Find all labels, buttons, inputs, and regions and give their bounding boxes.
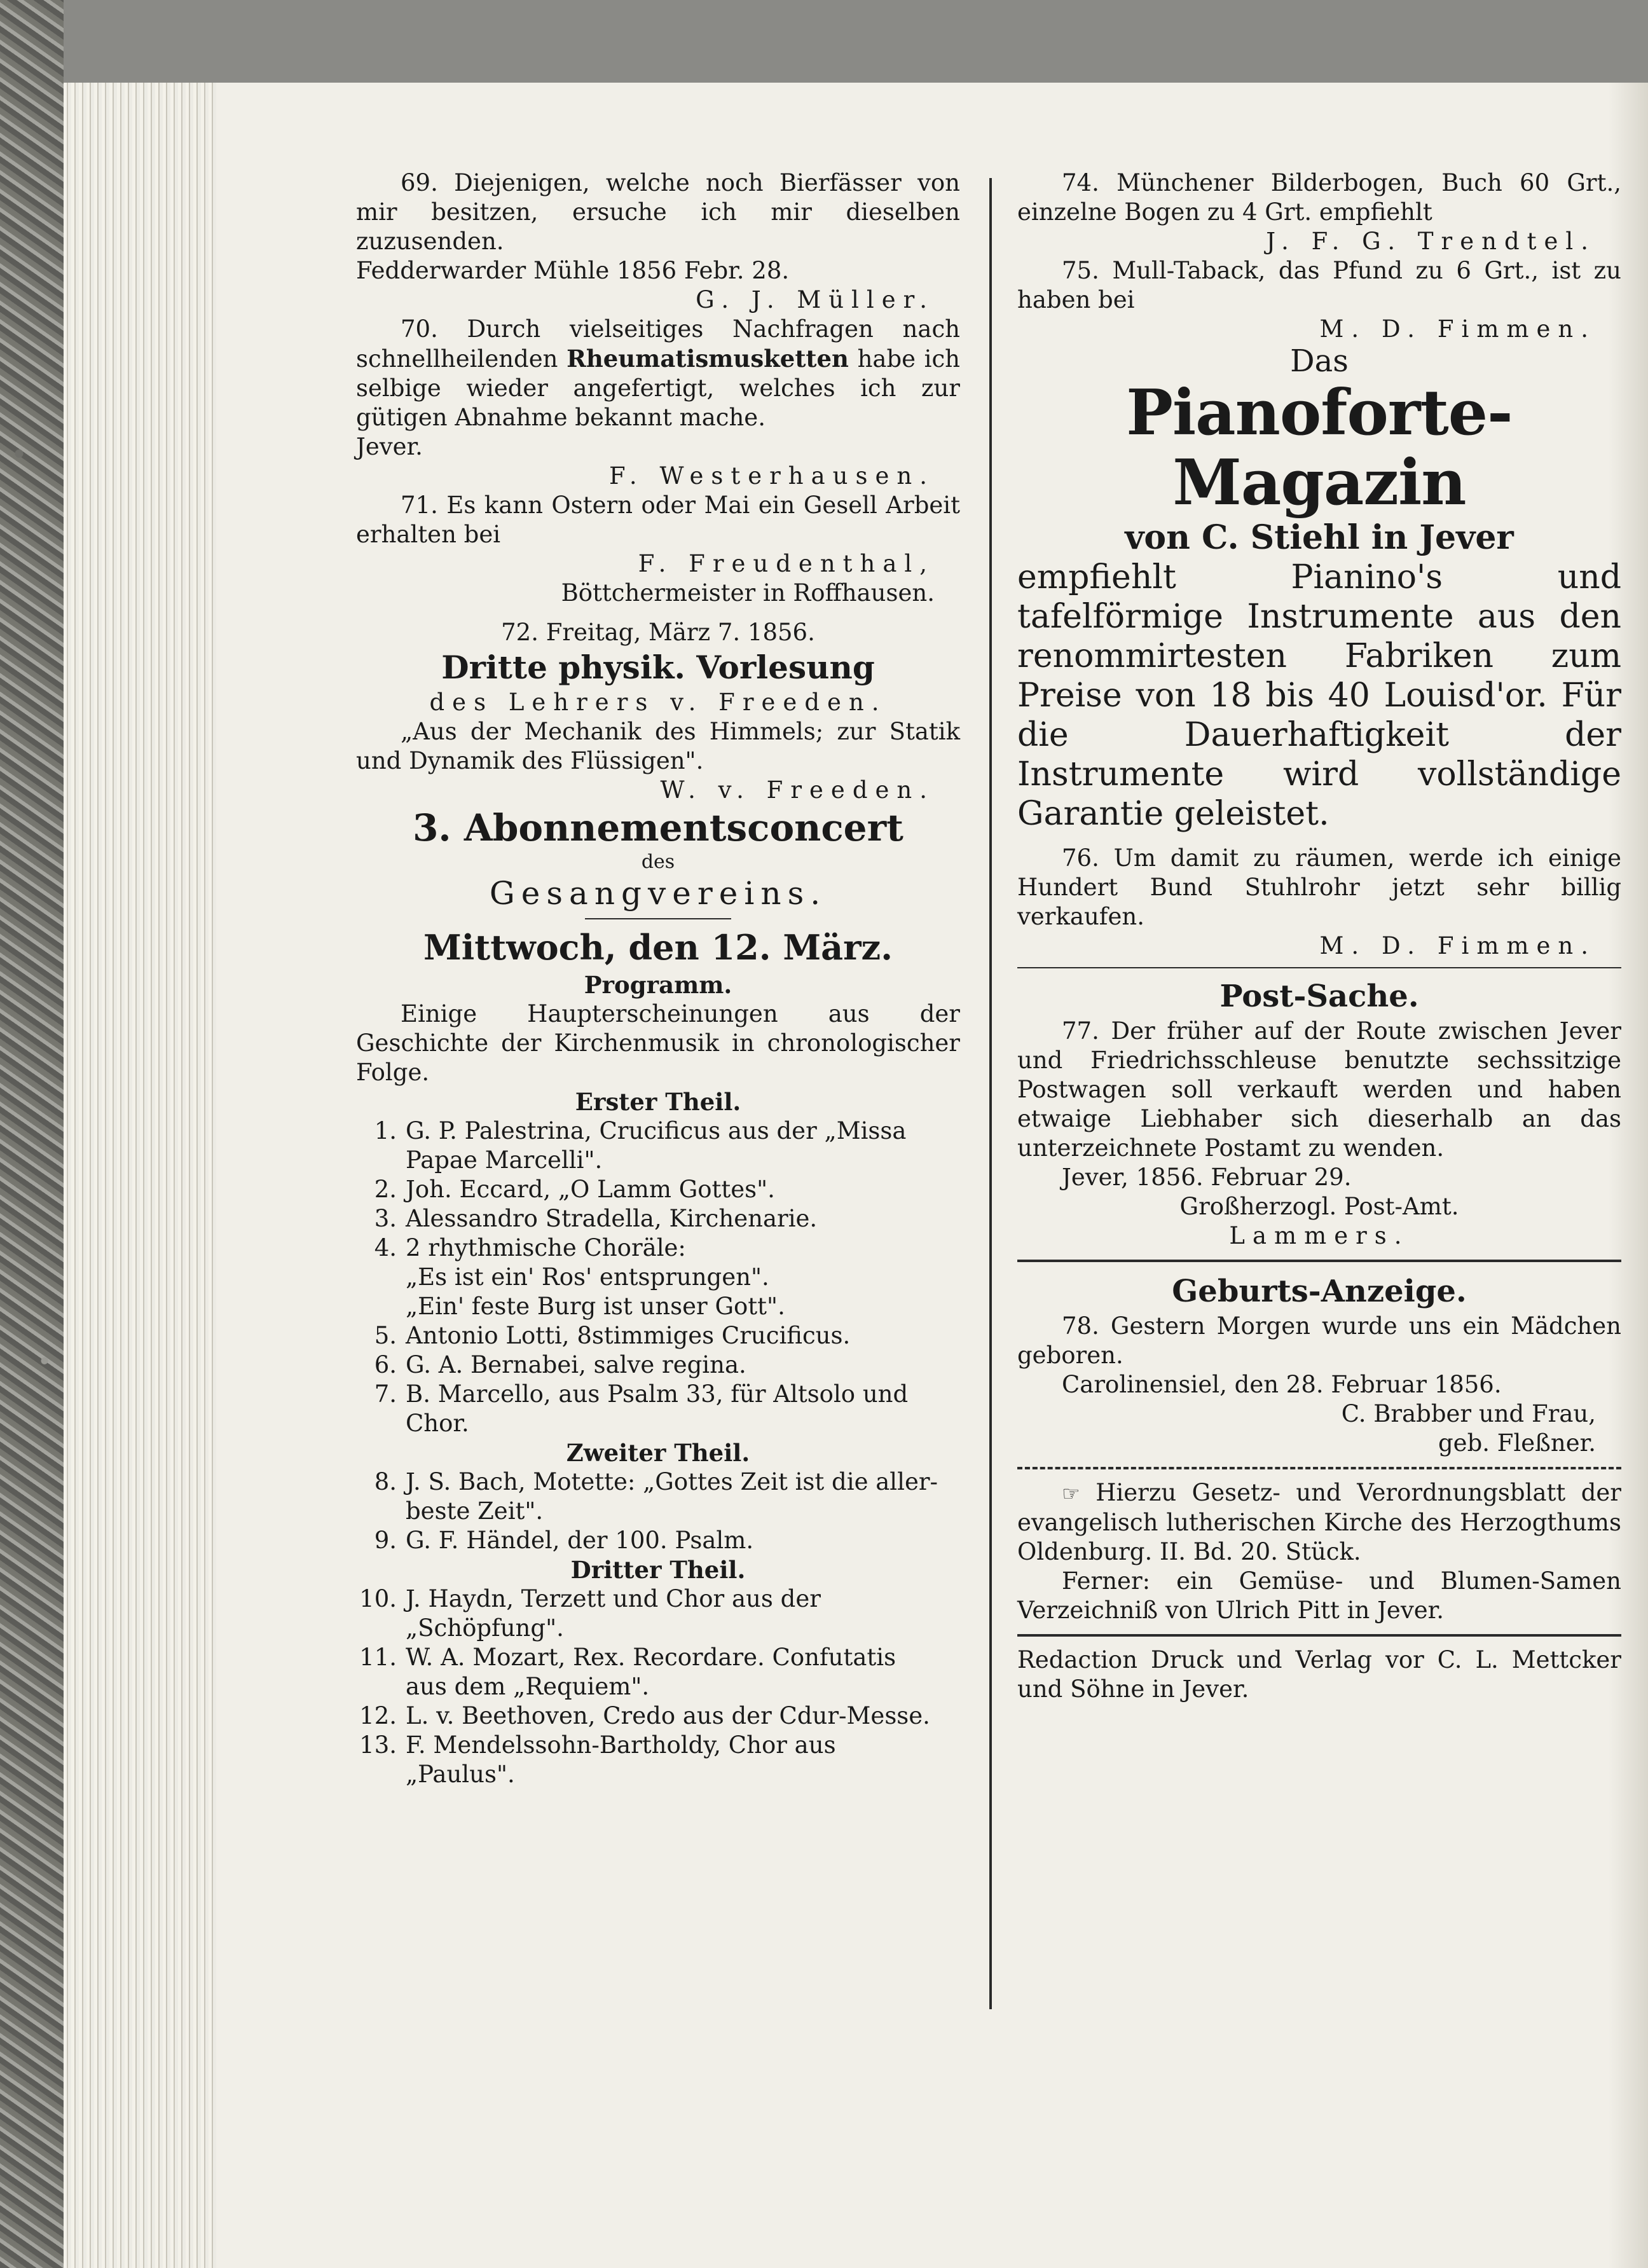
piano-ad xyxy=(1017,344,1621,834)
ad-72-sign: W. v. Freeden. xyxy=(660,776,935,804)
post-date: Jever, 1856. Februar 29. xyxy=(1062,1164,1352,1191)
post-title: Post-Sache. xyxy=(1219,979,1419,1014)
program-item: 1. G. P. Palestrina, Crucificus aus der „Missa xyxy=(374,1117,907,1144)
program-item: 3. Alessandro Stradella, Kirchenarie. xyxy=(374,1205,818,1232)
rule xyxy=(1017,967,1621,968)
concert-date: Mittwoch, den 12. März. xyxy=(423,927,893,968)
imprint: Redaction Druck und Verlag vor C. L. Mettcker und Söhne in Jever. xyxy=(1017,1646,1621,1703)
ad-69-text: 69. Diejenigen, welche noch Bierfässer von mir besitzen, ersuche ich mir dieselben zuzusenden. xyxy=(356,169,960,255)
part1-list xyxy=(356,1117,960,1438)
piano-von: von C. Stiehl in Jever xyxy=(1125,518,1514,557)
post-notice xyxy=(1017,976,1621,1251)
ad-70-product: Rheumatismusketten xyxy=(566,345,849,373)
post-office: Großherzogl. Post-Amt. xyxy=(1179,1193,1459,1220)
concert-intro: Einige Haupterscheinungen aus der Geschichte der Kirchenmusik in chronologischer Folge. xyxy=(356,1000,960,1086)
concert-title: 3. Abonnementsconcert xyxy=(413,806,903,849)
ad-70-sign: F. Westerhausen. xyxy=(609,462,935,490)
dashed-rule xyxy=(1017,1467,1621,1469)
ad-74-sign: J. F. G. Trendtel. xyxy=(1266,228,1596,255)
ad-76-text: 76. Um damit zu räumen, werde ich einige Hundert Bund Stuhlrohr jetzt sehr billig verkaufen. xyxy=(1017,844,1621,930)
concert-programm: Programm. xyxy=(584,971,732,999)
ad-72-sub: des Lehrers v. Freeden. xyxy=(429,689,887,716)
program-item: 8. J. S. Bach, Motette: „Gottes Zeit ist die aller- xyxy=(374,1468,938,1495)
ad-70-text-c: habe ich selbige wieder angefertigt, welches ich zur gütigen Abnahme bekannt mache. xyxy=(356,345,961,431)
page-edges xyxy=(64,83,216,2268)
concert-ad xyxy=(356,805,960,1789)
program-item: 5. Antonio Lotti, 8stimmiges Crucificus. xyxy=(374,1322,851,1349)
program-item-cont: beste Zeit". xyxy=(406,1497,544,1525)
part3-list xyxy=(356,1584,960,1789)
rule xyxy=(1017,1634,1621,1637)
ad-71-sign2: Böttchermeister in Roffhausen. xyxy=(561,579,935,607)
ad-76 xyxy=(1017,844,1621,961)
program-item: 13. F. Mendelssohn-Bartholdy, Chor aus xyxy=(359,1731,836,1759)
part2-list xyxy=(356,1467,960,1555)
program-item-cont: Papae Marcelli". xyxy=(406,1146,603,1174)
program-item: 10. J. Haydn, Terzett und Chor aus der „Schöpfung". xyxy=(359,1585,821,1642)
ad-71 xyxy=(356,491,960,608)
program-item-cont: „Ein' feste Burg ist unser Gott". xyxy=(406,1293,785,1320)
concert-des: des xyxy=(641,851,675,873)
program-item: 6. G. A. Bernabei, salve regina. xyxy=(374,1351,746,1378)
program-item: 4. 2 rhythmische Choräle: xyxy=(374,1234,686,1261)
piano-das: Das xyxy=(1290,343,1349,379)
rule xyxy=(1017,1260,1621,1262)
concert-rule xyxy=(585,918,731,919)
ad-70 xyxy=(356,315,960,491)
supplement-further: Ferner: ein Gemüse- und Blumen-Samen Verzeichniß von Ulrich Pitt in Jever. xyxy=(1017,1567,1621,1624)
program-item: 11. W. A. Mozart, Rex. Recordare. Confutatis xyxy=(359,1644,896,1671)
ad-72 xyxy=(356,618,960,805)
ad-76-sign: M. D. Fimmen. xyxy=(1319,932,1596,959)
ad-70-text-a: 70. Durch vielseitiges Nachfragen nach schnellheilenden xyxy=(356,315,960,373)
concert-part1: Erster Theil. xyxy=(575,1088,741,1116)
ad-75-text: 75. Mull-Taback, das Pfund zu 6 Grt., ist zu haben bei xyxy=(1017,257,1621,313)
ad-74-text: 74. Münchener Bilderbogen, Buch 60 Grt., einzelne Bogen zu 4 Grt. empfiehlt xyxy=(1017,169,1621,226)
ad-70-text xyxy=(356,315,960,432)
left-column xyxy=(356,168,960,1789)
ad-69-sign: G. J. Müller. xyxy=(696,286,935,313)
marbled-cover xyxy=(0,0,64,2268)
concert-part2: Zweiter Theil. xyxy=(566,1439,750,1467)
concert-part3: Dritter Theil. xyxy=(570,1556,746,1584)
program-item-cont: „Paulus". xyxy=(406,1761,515,1788)
birth-sign1: C. Brabber und Frau, xyxy=(1341,1400,1596,1427)
ad-72-date: 72. Freitag, März 7. 1856. xyxy=(501,619,815,646)
post-sign: Lammers. xyxy=(1229,1222,1410,1249)
program-item: 2. Joh. Eccard, „O Lamm Gottes". xyxy=(374,1176,775,1203)
concert-verein: Gesangvereins. xyxy=(489,875,827,912)
program-item: 7. B. Marcello, aus Psalm 33, für Altsolo und xyxy=(374,1380,909,1408)
pointing-hand-icon: ☞ xyxy=(1062,1481,1080,1506)
birth-place: Carolinensiel, den 28. Februar 1856. xyxy=(1062,1371,1502,1398)
ad-71-text: 71. Es kann Ostern oder Mai ein Gesell Arbeit erhalten bei xyxy=(356,491,960,548)
ad-69-place: Fedderwarder Mühle 1856 Febr. 28. xyxy=(356,257,790,284)
program-item-cont: „Es ist ein' Ros' entsprungen". xyxy=(406,1263,769,1291)
ad-74 xyxy=(1017,168,1621,256)
program-item-cont: Chor. xyxy=(406,1410,469,1437)
ad-69 xyxy=(356,168,960,315)
right-column xyxy=(1017,168,1621,1704)
ad-71-sign: F. Freudenthal, xyxy=(638,550,935,577)
program-item: 9. G. F. Händel, der 100. Psalm. xyxy=(374,1527,754,1554)
birth-sign2: geb. Fleßner. xyxy=(1438,1429,1596,1457)
birth-notice xyxy=(1017,1271,1621,1458)
program-item: 12. L. v. Beethoven, Credo aus der Cdur-Messe. xyxy=(359,1702,930,1729)
birth-title: Geburts-Anzeige. xyxy=(1172,1274,1467,1309)
ad-72-title: Dritte physik. Vorlesung xyxy=(441,649,875,686)
birth-text: 78. Gestern Morgen wurde uns ein Mädchen geboren. xyxy=(1017,1312,1621,1369)
ad-72-quote: „Aus der Mechanik des Himmels; zur Statik und Dynamik des Flüssigen". xyxy=(356,718,960,774)
piano-body: empfiehlt Pianino's und tafelförmige Instrumente aus den renommirtesten Fabriken zum Preise von 18 bis 40 Louisd'or. Für die Dauerhaftigkeit der Instrumente wird vollständige Garantie geleistet. xyxy=(1017,558,1621,833)
program-item-cont: aus dem „Requiem". xyxy=(406,1673,650,1700)
supplement-notice xyxy=(1017,1478,1621,1625)
ad-75 xyxy=(1017,256,1621,344)
column-divider xyxy=(989,178,992,2009)
post-text: 77. Der früher auf der Route zwischen Jever und Friedrichsschleuse benutzte sechssitzige Postwagen soll verkauft werden und haben etwaige Liebhaber sich dieserhalb an das unterzeichnete Postamt zu wenden. xyxy=(1017,1017,1621,1162)
ad-70-place: Jever. xyxy=(356,433,423,460)
ad-75-sign: M. D. Fimmen. xyxy=(1319,315,1596,343)
piano-title: Pianoforte-Magazin xyxy=(1126,376,1513,519)
supplement-text xyxy=(1017,1478,1621,1567)
supplement-text-body: Hierzu Gesetz- und Verordnungsblatt der evangelisch lutherischen Kirche des Herzogthums Oldenburg. II. Bd. 20. Stück. xyxy=(1017,1479,1621,1565)
